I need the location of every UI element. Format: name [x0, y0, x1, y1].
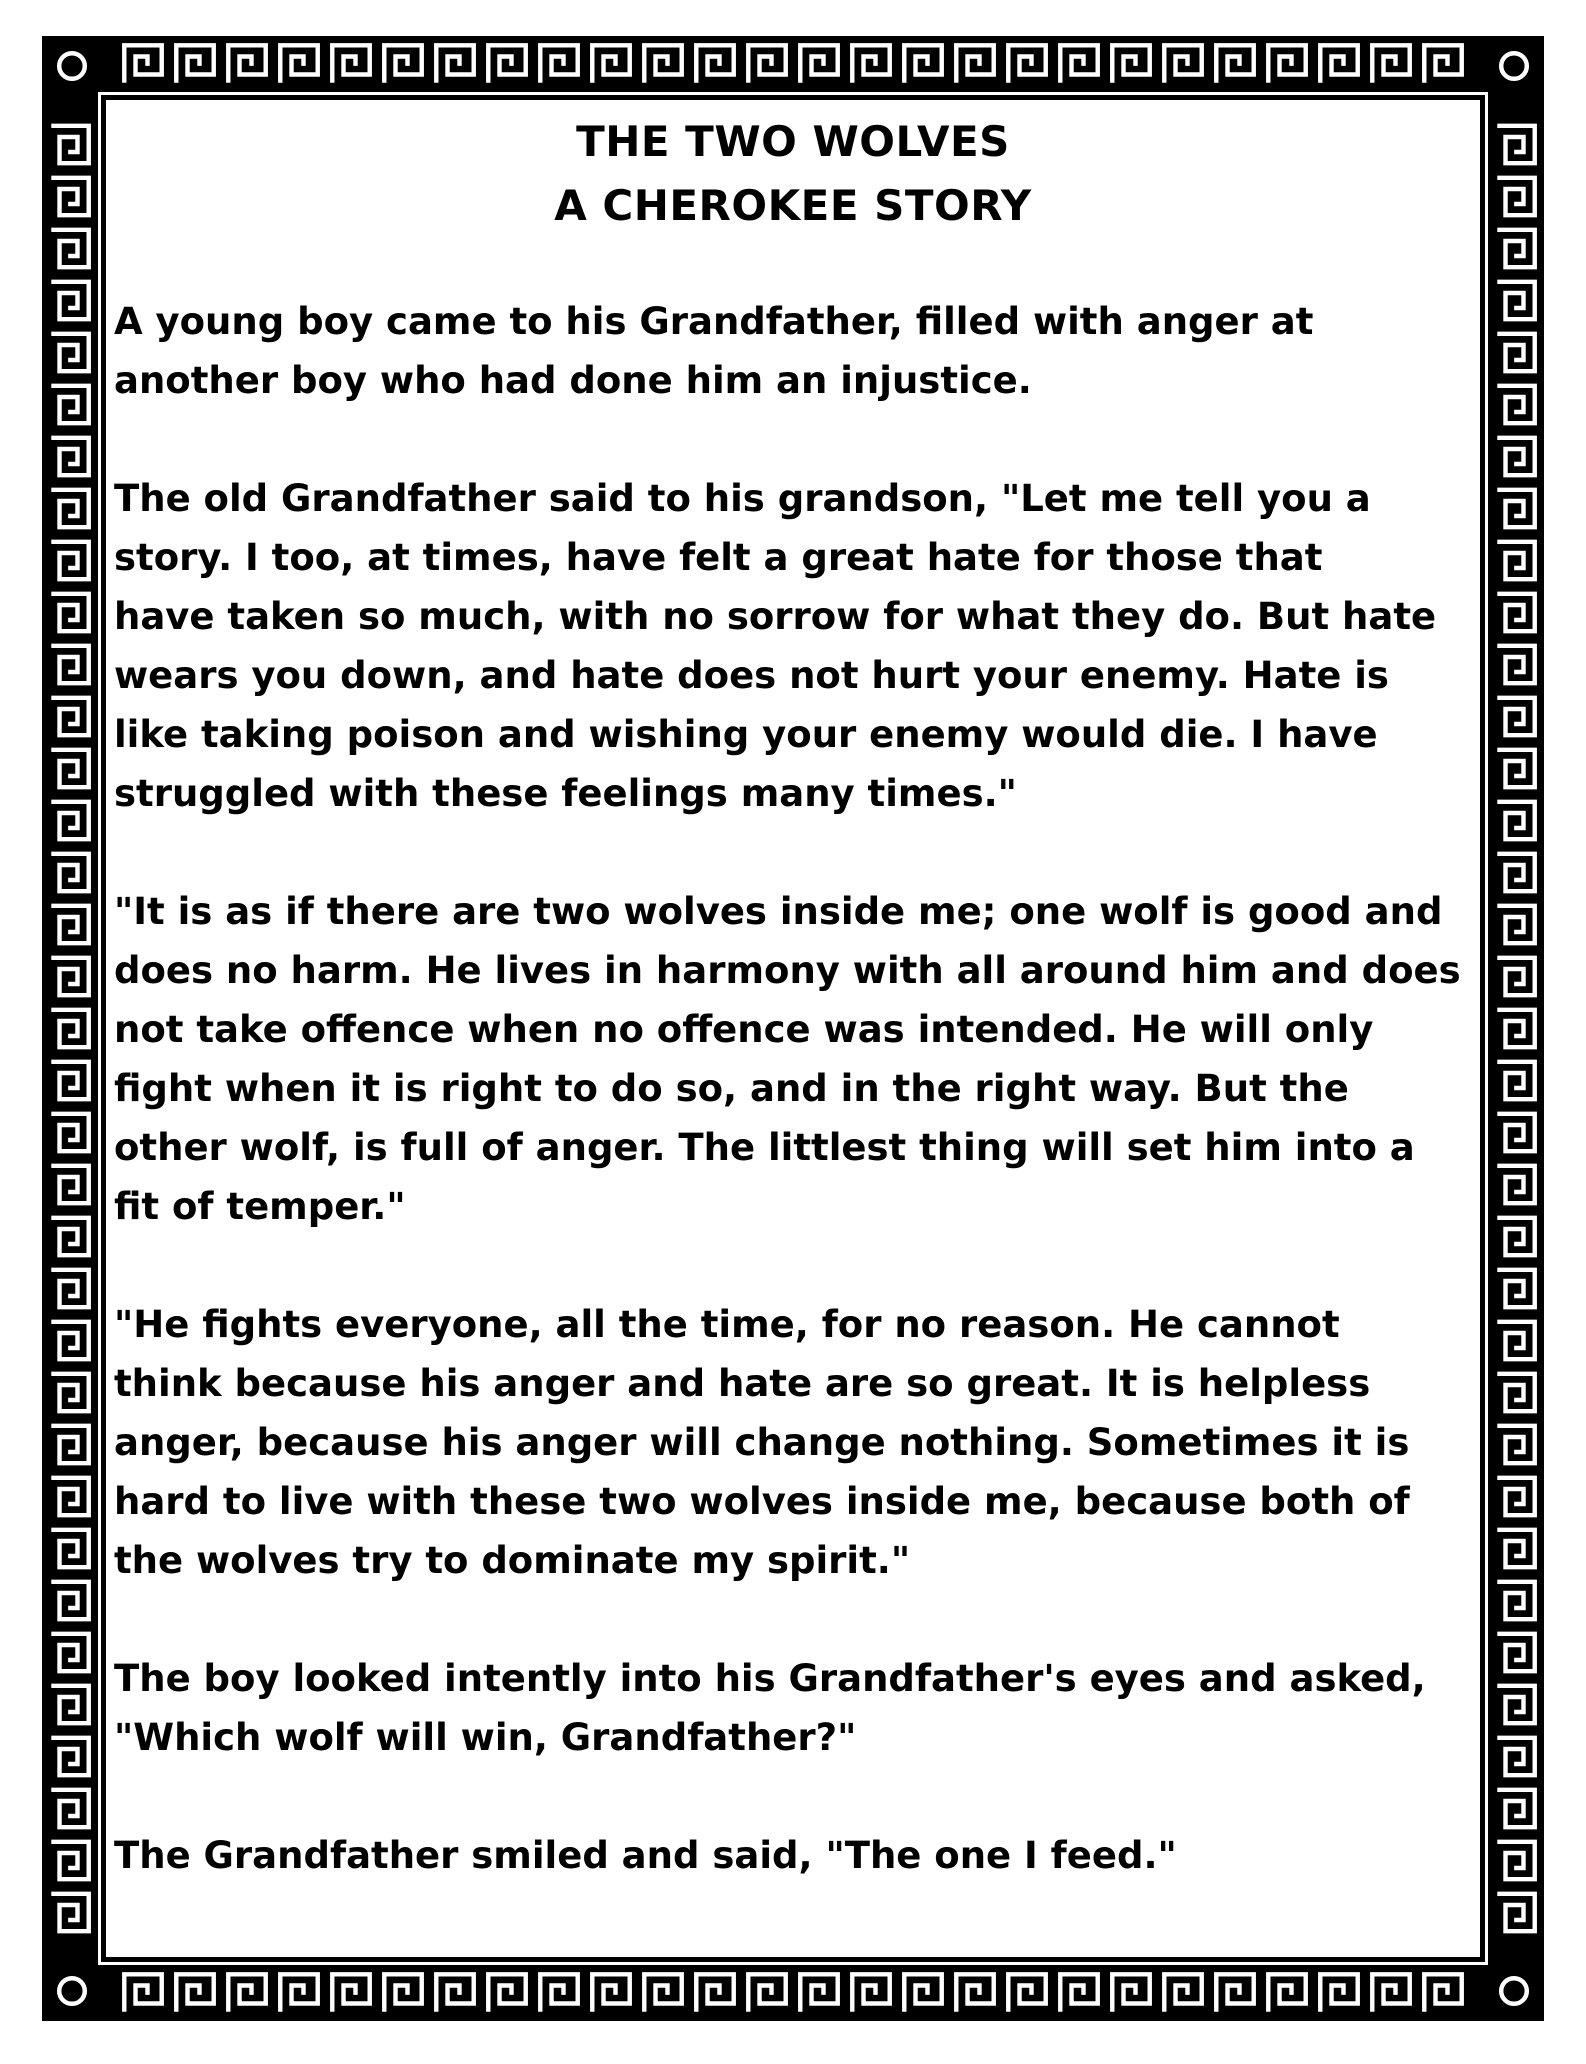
story-panel [106, 100, 1480, 1957]
story-paragraph-4: "He fights everyone, all the time, for no reason. He cannot think because his anger and hate are so great. It is helpless anger, because his anger will change nothing. Sometimes it is hard to live with these two wolves inside me, because both of the wolves try to dominate my spirit." [114, 1303, 1410, 1582]
story-paragraph-5: The boy looked intently into his Grandfather's eyes and asked, "Which wolf will win, Grandfather?" [114, 1657, 1426, 1759]
title-line-2: A CHEROKEE STORY [554, 181, 1032, 230]
page-title [106, 110, 1480, 238]
border-inner-rule [98, 1962, 1488, 1965]
story-paragraph-1: A young boy came to his Grandfather, filled with anger at another boy who had done him an injustice. [114, 300, 1314, 402]
border-inner-rule [1485, 92, 1488, 1965]
title-line-1: THE TWO WOLVES [576, 117, 1010, 166]
story-body [114, 292, 1474, 1885]
border-inner-rule [98, 92, 101, 1965]
story-paragraph-6: The Grandfather smiled and said, "The one I feed." [114, 1834, 1177, 1877]
story-paragraph-2: The old Grandfather said to his grandson, "Let me tell you a story. I too, at times, have felt a great hate for those that have taken so much, with no sorrow for what they do. But hate wears you down, and hate does not hurt your enemy. Hate is like taking poison and wishing your enemy would die. I have struggled with these feelings many times." [114, 477, 1437, 815]
border-inner-rule [98, 92, 1488, 95]
story-paragraph-3: "It is as if there are two wolves inside me; one wolf is good and does no harm. He lives in harmony with all around him and does not take offence when no offence was intended. He will only fight when it is right to do so, and in the right way. But the other wolf, is full of anger. The littlest thing will set him into a fit of temper." [114, 890, 1461, 1228]
